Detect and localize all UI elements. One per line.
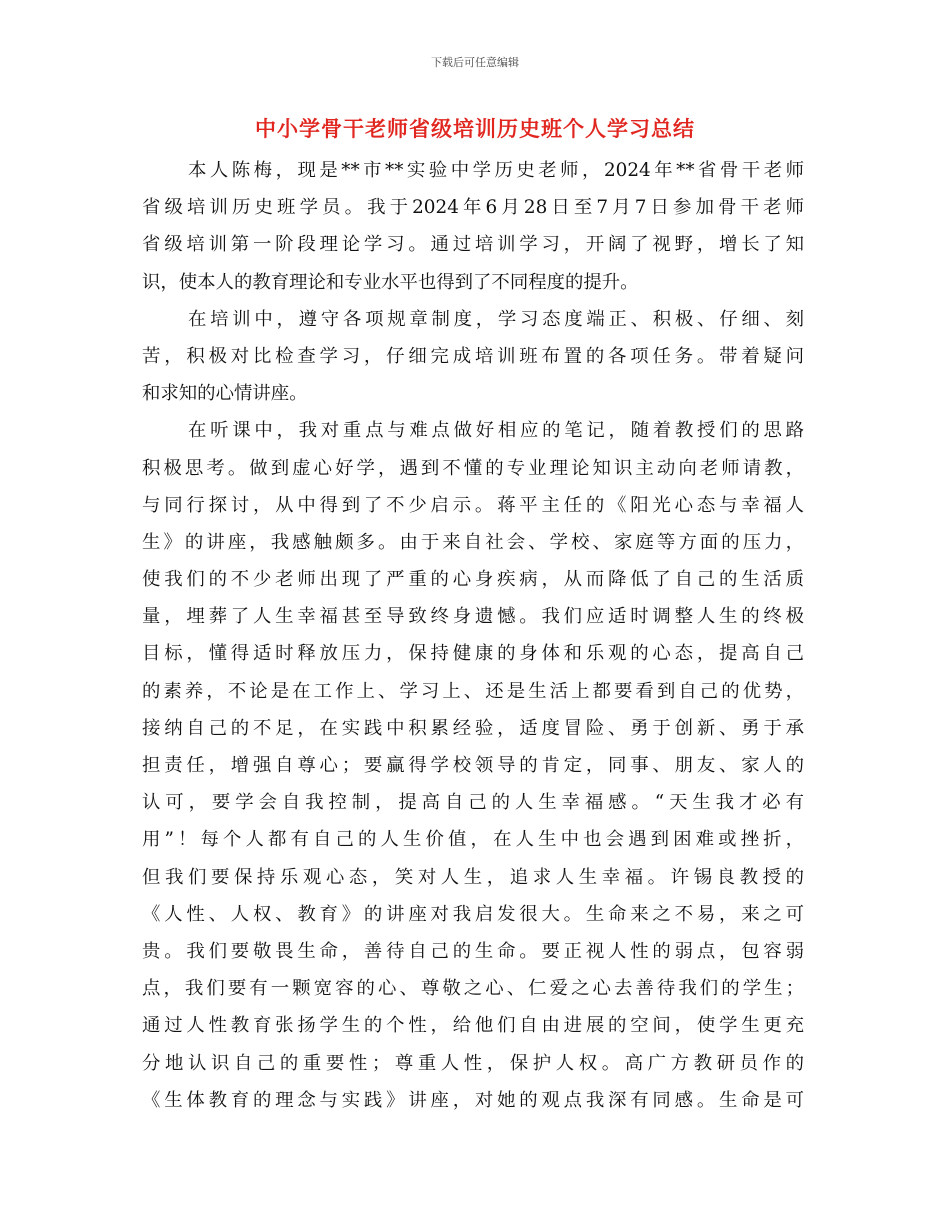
document-title: 中小学骨干老师省级培训历史班个人学习总结 xyxy=(255,116,695,141)
paragraph-line: 与同行探讨，从中得到了不少启示。蒋平主任的《阳光心态与幸福人 xyxy=(142,494,804,516)
paragraph-line: 和求知的心情讲座。 xyxy=(142,383,308,405)
paragraph-line: 苦，积极对比检查学习，仔细完成培训班布置的各项任务。带着疑问 xyxy=(142,345,804,367)
paragraph-line: 使我们的不少老师出现了严重的心身疾病，从而降低了自己的生活质 xyxy=(142,569,804,591)
paragraph-line: 《人性、人权、教育》的讲座对我启发很大。生命来之不易，来之可 xyxy=(142,903,804,925)
paragraph-line: 识，使本人的教育理论和专业水平也得到了不同程度的提升。 xyxy=(142,271,639,293)
paragraph-line: 的素养，不论是在工作上、学习上、还是生活上都要看到自己的优势， xyxy=(142,680,804,702)
page-header: 下载后可任意编辑 xyxy=(431,56,519,69)
paragraph-line: 积极思考。做到虚心好学，遇到不懂的专业理论知识主动向老师请教， xyxy=(142,457,804,479)
paragraph-line: 目标，懂得适时释放压力，保持健康的身体和乐观的心态，提高自己 xyxy=(142,643,804,665)
paragraph-line: 分地认识自己的重要性；尊重人性，保护人权。高广方教研员作的 xyxy=(142,1052,804,1074)
paragraph-line: 在听课中，我对重点与难点做好相应的笔记，随着教授们的思路 xyxy=(188,420,804,442)
paragraph-line: 省级培训第一阶段理论学习。通过培训学习，开阔了视野，增长了知 xyxy=(142,234,804,256)
document-body xyxy=(142,152,804,1119)
paragraph-line: 本人陈梅，现是**市**实验中学历史老师，2024年**省骨干老师 xyxy=(188,160,804,181)
paragraph-line: 点，我们要有一颗宽容的心、尊敬之心、仁爱之心去善待我们的学生； xyxy=(142,978,804,1000)
paragraph-line: 生》的讲座，我感触颇多。由于来自社会、学校、家庭等方面的压力， xyxy=(142,531,804,553)
paragraph-line: 用”！每个人都有自己的人生价值，在人生中也会遇到困难或挫折， xyxy=(142,829,804,851)
paragraph-line: 但我们要保持乐观心态，笑对人生，追求人生幸福。许锡良教授的 xyxy=(142,866,804,888)
paragraph-line: 量，埋葬了人生幸福甚至导致终身遗憾。我们应适时调整人生的终极 xyxy=(142,606,804,628)
paragraph-line: 认可，要学会自我控制，提高自己的人生幸福感。“天生我才必有 xyxy=(142,792,804,814)
paragraph-line: 在培训中，遵守各项规章制度，学习态度端正、积极、仔细、刻 xyxy=(188,308,804,330)
paragraph-line: 接纳自己的不足，在实践中积累经验，适度冒险、勇于创新、勇于承 xyxy=(142,717,804,739)
paragraph-line: 省级培训历史班学员。我于2024年6月28日至7月7日参加骨干老师 xyxy=(142,197,804,219)
paragraph-line: 《生体教育的理念与实践》讲座，对她的观点我深有同感。生命是可 xyxy=(142,1089,804,1111)
paragraph-line: 通过人性教育张扬学生的个性，给他们自由进展的空间，使学生更充 xyxy=(142,1015,804,1037)
paragraph-line: 贵。我们要敬畏生命，善待自己的生命。要正视人性的弱点，包容弱 xyxy=(142,940,804,962)
paragraph-line: 担责任，增强自尊心；要赢得学校领导的肯定，同事、朋友、家人的 xyxy=(142,755,804,776)
